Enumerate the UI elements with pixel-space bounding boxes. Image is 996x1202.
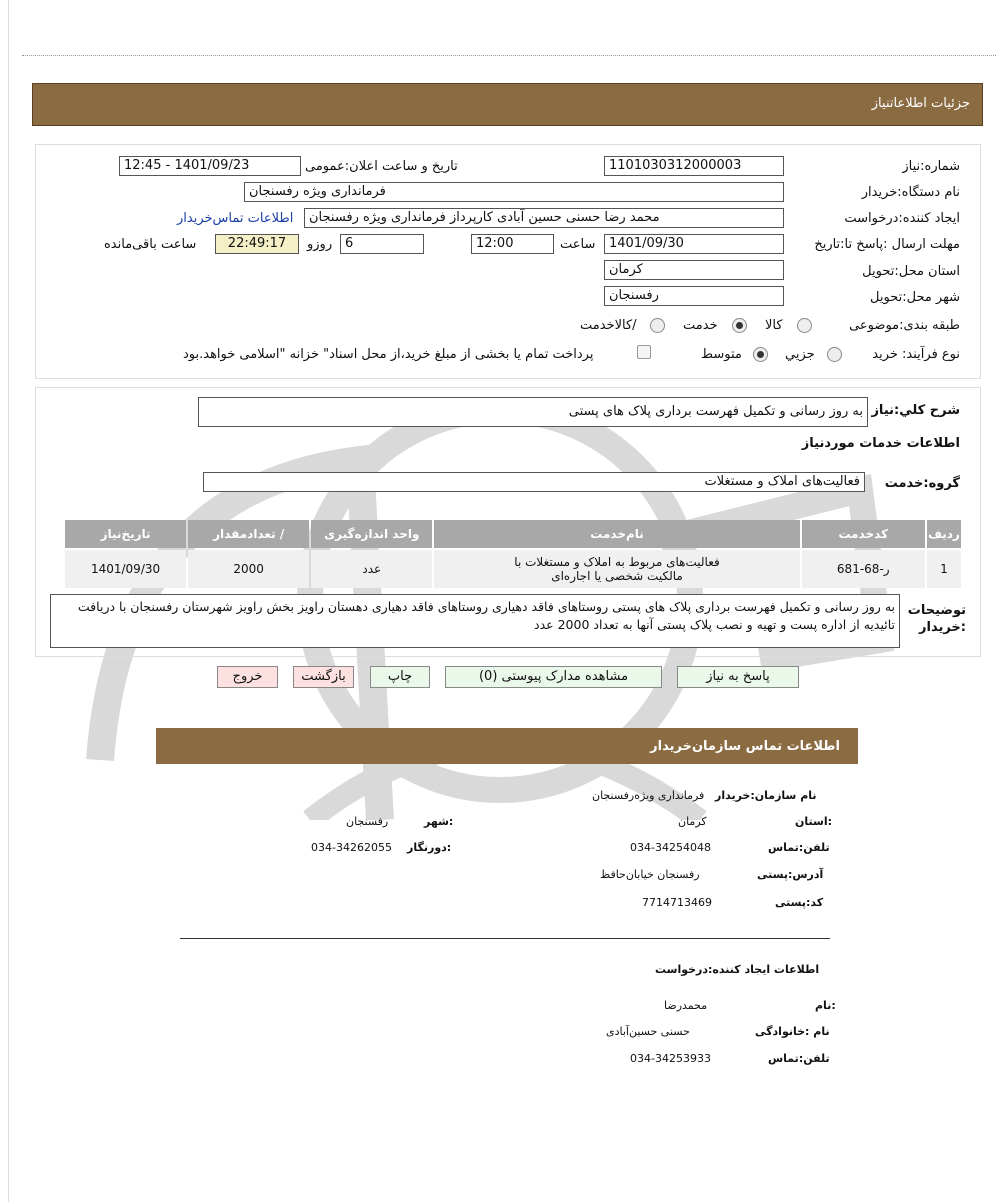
category-service-label: خدمت	[683, 318, 718, 333]
contact-postal-value: 7714713469	[642, 896, 712, 909]
exit-button[interactable]: خروج	[217, 666, 278, 688]
deadline-label: مهلت ارسال :پاسخ تا:تاریخ	[814, 237, 960, 252]
col-service-name: نام‌خدمت	[434, 520, 799, 548]
cell-service-code: ر-68-681	[802, 550, 925, 588]
col-need-date: تاریخ‌نیاز	[65, 520, 186, 548]
treasury-payment-note: پرداخت تمام یا بخشی از مبلغ خرید،از محل اسناد" خزانه "اسلامی خواهد.بود	[183, 347, 594, 362]
deadline-time-field: 12:00	[471, 234, 554, 254]
days-label: روزو	[307, 237, 333, 252]
province-label: استان محل:تحویل	[862, 264, 960, 279]
cell-unit: عدد	[311, 550, 432, 588]
contact-header	[156, 728, 858, 764]
days-field: 6	[340, 234, 424, 254]
contact-header-title: اطلاعات تماس سازمان‌خریدار	[650, 739, 840, 754]
cell-quantity: 2000	[188, 550, 309, 588]
process-minor-radio[interactable]	[827, 347, 842, 362]
page-header	[32, 83, 983, 126]
service-group-label: گروه:خدمت	[884, 476, 960, 491]
cell-row: 1	[927, 550, 961, 588]
process-minor-label: جزیي	[785, 347, 815, 362]
services-title: اطلاعات خدمات موردنیاز	[801, 436, 960, 451]
need-number-field: 1101030312000003	[604, 156, 784, 176]
province-field: کرمان	[604, 260, 784, 280]
category-service-radio[interactable]	[732, 318, 747, 333]
service-group-field: فعالیت‌های املاک و مستغلات	[203, 472, 865, 492]
back-button[interactable]: بازگشت	[293, 666, 354, 688]
buyer-notes-label: توضیحات :خریدار	[907, 603, 966, 635]
col-unit: واحد اندازه‌گیری	[311, 520, 432, 548]
page-header-title: جزئیات اطلاعاتنیاز	[871, 96, 970, 111]
contact-phone-label: تلفن:تماس	[768, 841, 830, 854]
table-row	[65, 550, 961, 588]
contact-address-label: آدرس:پستی	[757, 868, 824, 881]
process-type-label: نوع فرآیند: خرید	[872, 347, 960, 362]
category-goods-radio[interactable]	[797, 318, 812, 333]
contact-province-label: :استان	[795, 815, 832, 828]
category-label: طبقه بندی:موضوعی	[849, 318, 960, 333]
announce-label: تاریخ و ساعت اعلان:عمومی	[305, 159, 458, 174]
need-description-label: شرح کلي:نیاز	[871, 403, 960, 418]
contact-city-value: رفسنجان	[346, 815, 389, 828]
creator-family-value: حسنی حسین‌آبادی	[606, 1025, 690, 1038]
city-label: شهر محل:تحویل	[870, 290, 960, 305]
creator-phone-value: 034-34253933	[630, 1052, 711, 1065]
remaining-label: ساعت باقی‌مانده	[104, 237, 197, 252]
need-number-label: شماره:نیاز	[902, 159, 960, 174]
buyer-org-name-label: نام سازمان:خریدار	[715, 789, 817, 802]
creator-family-label: نام :خانوادگی	[755, 1025, 830, 1038]
deadline-time-label: ساعت	[560, 237, 596, 252]
category-goods-service-label: /کالاخدمت	[580, 318, 637, 333]
col-row: ردیف	[927, 520, 961, 548]
details-panel	[35, 144, 981, 379]
buyer-org-name-value: فرمانداری ویژه‌رفسنجان	[592, 789, 705, 802]
col-quantity: / تعدادمقدار	[188, 520, 309, 548]
contact-fax-value: 034-34262055	[311, 841, 392, 854]
contact-fax-label: :دورنگار	[407, 841, 452, 854]
attachments-button[interactable]: مشاهده مدارک پیوستی (0)	[445, 666, 662, 688]
treasury-payment-checkbox[interactable]	[637, 345, 651, 359]
left-border-line	[8, 0, 9, 1202]
category-goods-service-radio[interactable]	[650, 318, 665, 333]
cell-need-date: 1401/09/30	[65, 550, 186, 588]
process-medium-radio[interactable]	[753, 347, 768, 362]
contact-address-value: رفسنجان خیابان‌حافظ	[600, 868, 700, 881]
contact-info-link[interactable]: اطلاعات تماس‌خریدار	[177, 211, 294, 226]
remaining-time-field: 22:49:17	[215, 234, 299, 254]
announce-date-field: 1401/09/23 - 12:45	[119, 156, 301, 176]
contact-divider	[180, 938, 830, 939]
category-goods-label: کالا	[765, 318, 783, 333]
requester-field: محمد رضا حسنی حسین آبادی کارپرداز فرمانداری ویژه رفسنجان	[304, 208, 784, 228]
cell-service-name: فعالیت‌های مربوط به املاک و مستغلات با مالکیت شخصی یا اجاره‌ای	[434, 550, 799, 588]
need-description-field: به روز رسانی و تکمیل فهرست برداری پلاک های پستی	[198, 397, 868, 427]
reply-button[interactable]: پاسخ به نیاز	[677, 666, 799, 688]
print-button[interactable]: چاپ	[370, 666, 430, 688]
process-medium-label: متوسط	[701, 347, 742, 362]
services-table	[63, 518, 963, 590]
top-dotted-divider	[22, 55, 996, 56]
contact-city-label: :شهر	[424, 815, 454, 828]
buyer-notes-field: به روز رسانی و تکمیل فهرست برداری پلاک های پستی روستاهای فاقد دهیاری روستاهای فاقد دهیاری دهستان راویز بخش راویز شهرستان رفسنجان با دریافت تائیدیه از اداره پست و تهیه و نصب پلاک پستی آنها به تعداد 2000 عدد	[50, 594, 900, 648]
contact-phone-value: 034-34254048	[630, 841, 711, 854]
deadline-date-field: 1401/09/30	[604, 234, 784, 254]
requester-label: ایجاد کننده:درخواست	[844, 211, 960, 226]
creator-phone-label: تلفن:تماس	[768, 1052, 830, 1065]
contact-postal-label: کد:پستی	[775, 896, 824, 909]
buyer-org-label: نام دستگاه:خریدار	[861, 185, 960, 200]
creator-title: اطلاعات ایجاد کننده:درخواست	[655, 963, 820, 976]
creator-name-value: محمدرضا	[664, 999, 708, 1012]
creator-name-label: :نام	[815, 999, 836, 1012]
contact-province-value: کرمان	[678, 815, 707, 828]
city-field: رفسنجان	[604, 286, 784, 306]
col-service-code: کدخدمت	[802, 520, 925, 548]
buyer-org-field: فرمانداری ویژه رفسنجان	[244, 182, 784, 202]
